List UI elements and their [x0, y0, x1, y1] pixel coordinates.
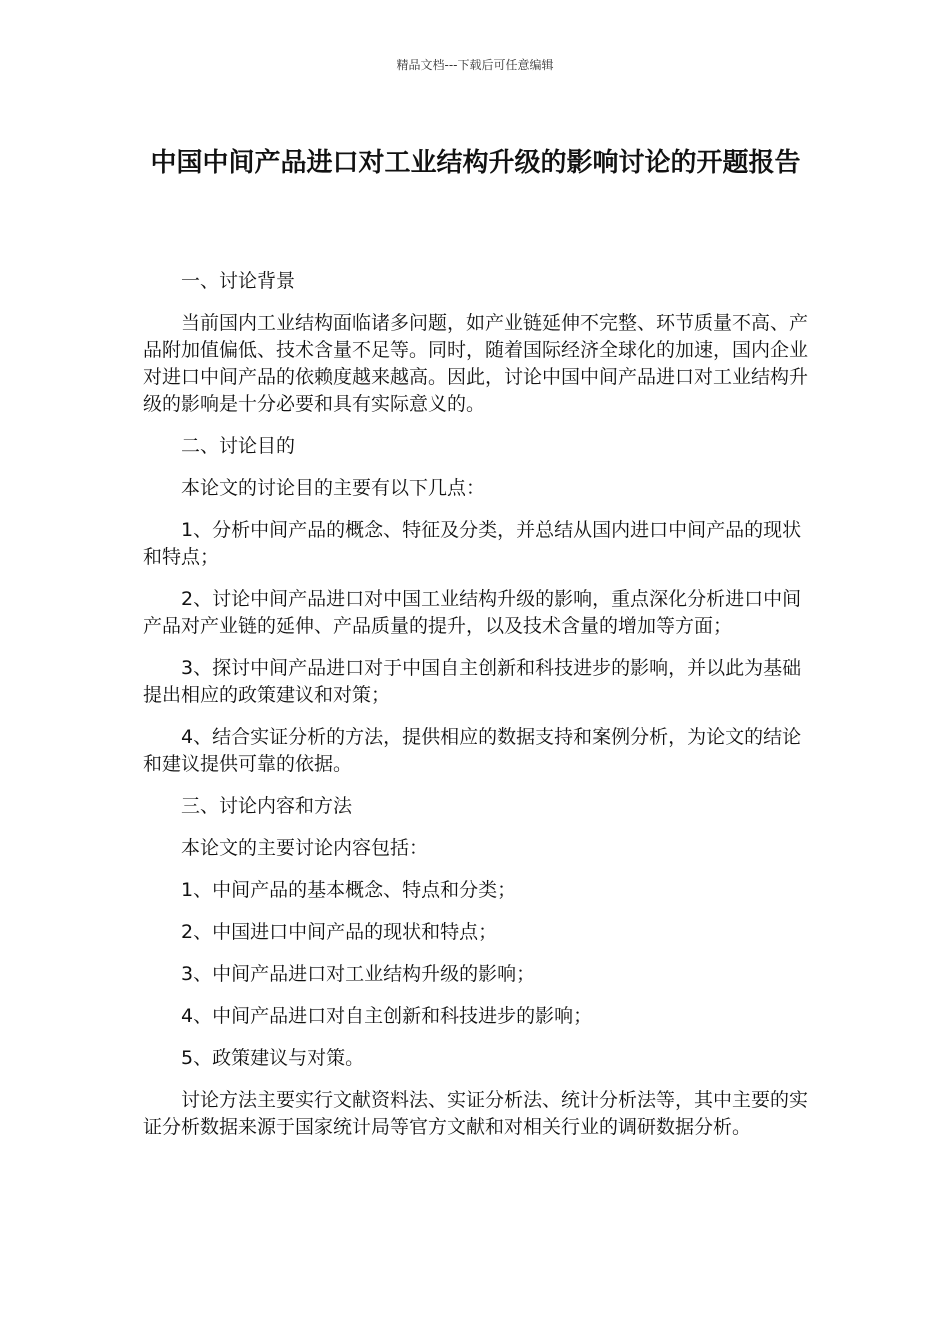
paragraph-methods: 讨论方法主要实行文献资料法、实证分析法、统计分析法等，其中主要的实证分析数据来源于国家统计局等官方文献和对相关行业的调研数据分析。	[143, 1089, 809, 1138]
content-item-1: 1、中间产品的基本概念、特点和分类；	[181, 879, 517, 901]
purpose-item-2: 2、讨论中间产品进口对中国工业结构升级的影响，重点深化分析进口中间产品对产业链的延伸、产品质量的提升，以及技术含量的增加等方面；	[143, 588, 802, 637]
section-heading-purpose: 二、讨论目的	[181, 435, 296, 457]
document-title: 中国中间产品进口对工业结构升级的影响讨论的开题报告	[150, 148, 801, 178]
content-item-4: 4、中间产品进口对自主创新和科技进步的影响；	[181, 1005, 593, 1027]
paragraph-purpose-intro: 本论文的讨论目的主要有以下几点：	[181, 477, 486, 499]
purpose-item-3: 3、探讨中间产品进口对于中国自主创新和科技进步的影响，并以此为基础提出相应的政策建议和对策；	[143, 657, 802, 706]
content-item-2: 2、中国进口中间产品的现状和特点；	[181, 921, 498, 943]
page-header-note: 精品文档---下载后可任意编辑	[396, 58, 554, 72]
content-item-3: 3、中间产品进口对工业结构升级的影响；	[181, 963, 536, 985]
section-heading-background: 一、讨论背景	[181, 270, 296, 292]
paragraph-background: 当前国内工业结构面临诸多问题，如产业链延伸不完整、环节质量不高、产品附加值偏低、技术含量不足等。同时，随着国际经济全球化的加速，国内企业对进口中间产品的依赖度越来越高。因此，讨论中国中间产品进口对工业结构升级的影响是十分必要和具有实际意义的。	[143, 312, 809, 415]
purpose-item-1: 1、分析中间产品的概念、特征及分类，并总结从国内进口中间产品的现状和特点；	[143, 519, 802, 568]
content-item-5: 5、政策建议与对策。	[181, 1047, 365, 1069]
document-body	[143, 268, 808, 1156]
purpose-item-4: 4、结合实证分析的方法，提供相应的数据支持和案例分析，为论文的结论和建议提供可靠的依据。	[143, 726, 802, 775]
section-heading-content-method: 三、讨论内容和方法	[181, 795, 353, 817]
paragraph-content-intro: 本论文的主要讨论内容包括：	[181, 837, 429, 859]
